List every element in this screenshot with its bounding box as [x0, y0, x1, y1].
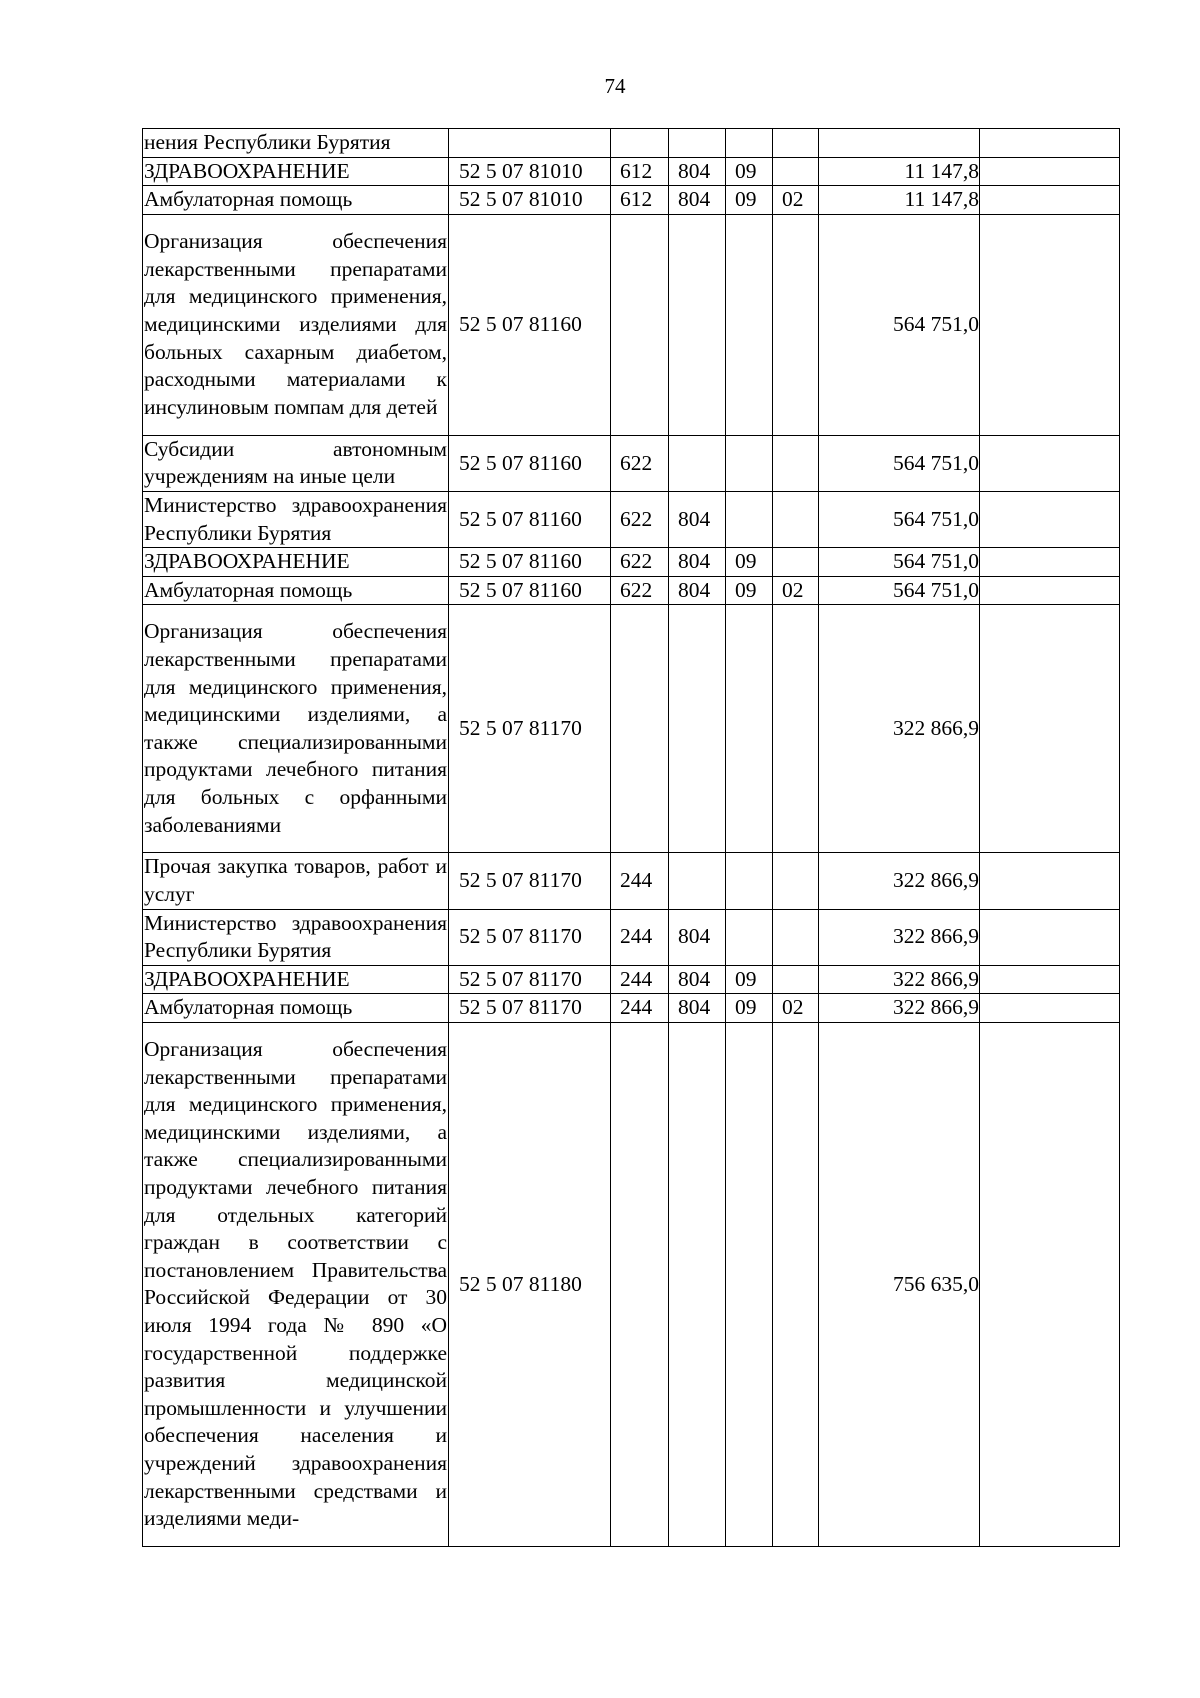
row-subsection-cell	[773, 965, 819, 994]
row-section-cell	[726, 909, 773, 965]
row-empty-cell	[980, 491, 1120, 547]
table-row	[143, 853, 1120, 909]
row-section-cell	[726, 435, 773, 491]
row-amount-cell	[819, 129, 980, 158]
table-row	[143, 491, 1120, 547]
row-name-cell: ЗДРАВООХРАНЕНИЕ	[143, 965, 449, 994]
row-code-cell: 52 5 07 81160	[449, 491, 611, 547]
row-name-cell: Прочая закупка товаров, работ и услуг	[143, 853, 449, 909]
row-amount-cell: 564 751,0	[819, 214, 980, 435]
row-section-cell	[726, 605, 773, 853]
row-subsection-cell: 02	[773, 994, 819, 1023]
row-code-cell: 52 5 07 81180	[449, 1022, 611, 1546]
row-subsection-cell	[773, 214, 819, 435]
row-name-cell: Министерство здравоохранения Республики Бурятия	[143, 909, 449, 965]
row-empty-cell	[980, 157, 1120, 186]
budget-table	[142, 128, 1120, 1547]
row-subsection-cell	[773, 548, 819, 577]
row-empty-cell	[980, 435, 1120, 491]
table-row	[143, 214, 1120, 435]
row-section-cell: 09	[726, 965, 773, 994]
row-empty-cell	[980, 1022, 1120, 1546]
row-name-cell: Амбулаторная помощь	[143, 186, 449, 215]
row-subsection-cell	[773, 853, 819, 909]
table-row	[143, 605, 1120, 853]
row-amount-cell: 756 635,0	[819, 1022, 980, 1546]
row-ministry-cell	[669, 1022, 726, 1546]
row-section-cell	[726, 853, 773, 909]
table-row	[143, 965, 1120, 994]
row-expense-type-cell: 244	[611, 853, 669, 909]
row-amount-cell: 322 866,9	[819, 994, 980, 1023]
row-ministry-cell	[669, 605, 726, 853]
row-name-cell: Организация обеспечения лекарственными препаратами для медицинского применения, медицинскими изделиями, а также специализированными продуктами лечебного питания для больных с орфанными заболеваниями	[143, 605, 449, 853]
row-expense-type-cell	[611, 129, 669, 158]
row-empty-cell	[980, 129, 1120, 158]
table-row	[143, 157, 1120, 186]
row-code-cell: 52 5 07 81160	[449, 576, 611, 605]
row-ministry-cell	[669, 853, 726, 909]
row-ministry-cell: 804	[669, 157, 726, 186]
row-subsection-cell	[773, 1022, 819, 1546]
row-amount-cell: 564 751,0	[819, 548, 980, 577]
row-subsection-cell	[773, 129, 819, 158]
row-subsection-cell	[773, 157, 819, 186]
row-amount-cell: 322 866,9	[819, 909, 980, 965]
row-section-cell	[726, 1022, 773, 1546]
table-row	[143, 994, 1120, 1023]
row-expense-type-cell: 244	[611, 994, 669, 1023]
row-expense-type-cell	[611, 214, 669, 435]
row-subsection-cell	[773, 491, 819, 547]
table-row	[143, 548, 1120, 577]
row-ministry-cell: 804	[669, 548, 726, 577]
row-code-cell: 52 5 07 81010	[449, 186, 611, 215]
row-amount-cell: 322 866,9	[819, 853, 980, 909]
row-code-cell: 52 5 07 81170	[449, 909, 611, 965]
row-name-cell: Министерство здравоохранения Республики Бурятия	[143, 491, 449, 547]
table-row	[143, 909, 1120, 965]
row-expense-type-cell: 612	[611, 157, 669, 186]
row-code-cell: 52 5 07 81160	[449, 435, 611, 491]
row-name-cell: ЗДРАВООХРАНЕНИЕ	[143, 548, 449, 577]
row-empty-cell	[980, 909, 1120, 965]
row-amount-cell: 11 147,8	[819, 186, 980, 215]
table-row	[143, 435, 1120, 491]
row-name-cell: Амбулаторная помощь	[143, 994, 449, 1023]
row-section-cell: 09	[726, 548, 773, 577]
row-section-cell: 09	[726, 994, 773, 1023]
row-section-cell	[726, 214, 773, 435]
row-code-cell	[449, 129, 611, 158]
row-amount-cell: 11 147,8	[819, 157, 980, 186]
row-subsection-cell	[773, 605, 819, 853]
row-expense-type-cell	[611, 1022, 669, 1546]
row-empty-cell	[980, 605, 1120, 853]
row-expense-type-cell: 622	[611, 435, 669, 491]
row-name-cell: Субсидии автономным учреждениям на иные цели	[143, 435, 449, 491]
row-ministry-cell: 804	[669, 186, 726, 215]
row-ministry-cell: 804	[669, 994, 726, 1023]
row-expense-type-cell: 622	[611, 576, 669, 605]
row-expense-type-cell	[611, 605, 669, 853]
row-empty-cell	[980, 548, 1120, 577]
row-subsection-cell: 02	[773, 186, 819, 215]
row-empty-cell	[980, 186, 1120, 215]
row-ministry-cell: 804	[669, 491, 726, 547]
row-name-cell: Организация обеспечения лекарственными препаратами для медицинского применения, медицинскими изделиями для больных сахарным диабетом, расходными материалами к инсулиновым помпам для детей	[143, 214, 449, 435]
row-section-cell	[726, 491, 773, 547]
row-ministry-cell: 804	[669, 909, 726, 965]
row-ministry-cell: 804	[669, 965, 726, 994]
row-code-cell: 52 5 07 81160	[449, 548, 611, 577]
row-ministry-cell	[669, 214, 726, 435]
row-section-cell: 09	[726, 157, 773, 186]
row-subsection-cell: 02	[773, 576, 819, 605]
row-amount-cell: 564 751,0	[819, 435, 980, 491]
row-subsection-cell	[773, 909, 819, 965]
table-row	[143, 186, 1120, 215]
row-amount-cell: 322 866,9	[819, 965, 980, 994]
row-empty-cell	[980, 853, 1120, 909]
row-expense-type-cell: 612	[611, 186, 669, 215]
row-section-cell: 09	[726, 576, 773, 605]
table-row	[143, 129, 1120, 158]
row-subsection-cell	[773, 435, 819, 491]
row-name-cell: ЗДРАВООХРАНЕНИЕ	[143, 157, 449, 186]
row-ministry-cell: 804	[669, 576, 726, 605]
page-number: 74	[604, 74, 626, 98]
row-name-cell: нения Республики Бурятия	[143, 129, 449, 158]
row-empty-cell	[980, 965, 1120, 994]
row-empty-cell	[980, 994, 1120, 1023]
row-amount-cell: 564 751,0	[819, 491, 980, 547]
table-row	[143, 576, 1120, 605]
row-code-cell: 52 5 07 81170	[449, 605, 611, 853]
row-code-cell: 52 5 07 81170	[449, 994, 611, 1023]
row-amount-cell: 322 866,9	[819, 605, 980, 853]
row-code-cell: 52 5 07 81170	[449, 853, 611, 909]
row-ministry-cell	[669, 129, 726, 158]
row-expense-type-cell: 244	[611, 965, 669, 994]
row-ministry-cell	[669, 435, 726, 491]
row-expense-type-cell: 244	[611, 909, 669, 965]
row-empty-cell	[980, 214, 1120, 435]
table-row	[143, 1022, 1120, 1546]
row-name-cell: Организация обеспечения лекарственными препаратами для медицинского применения, медицинскими изделиями, а также специализированными продуктами лечебного питания для отдельных категорий граждан в соответствии с постановлением Правительства Российской Федерации от 30 июля 1994 года № 890 «О государственной поддержке развития медицинской промышленности и улучшении обеспечения населения и учреждений здравоохранения лекарственными средствами и изделиями меди-	[143, 1022, 449, 1546]
row-section-cell: 09	[726, 186, 773, 215]
row-amount-cell: 564 751,0	[819, 576, 980, 605]
row-expense-type-cell: 622	[611, 548, 669, 577]
row-code-cell: 52 5 07 81170	[449, 965, 611, 994]
row-section-cell	[726, 129, 773, 158]
row-empty-cell	[980, 576, 1120, 605]
row-name-cell: Амбулаторная помощь	[143, 576, 449, 605]
row-expense-type-cell: 622	[611, 491, 669, 547]
row-code-cell: 52 5 07 81010	[449, 157, 611, 186]
table-body	[143, 129, 1120, 1547]
row-code-cell: 52 5 07 81160	[449, 214, 611, 435]
